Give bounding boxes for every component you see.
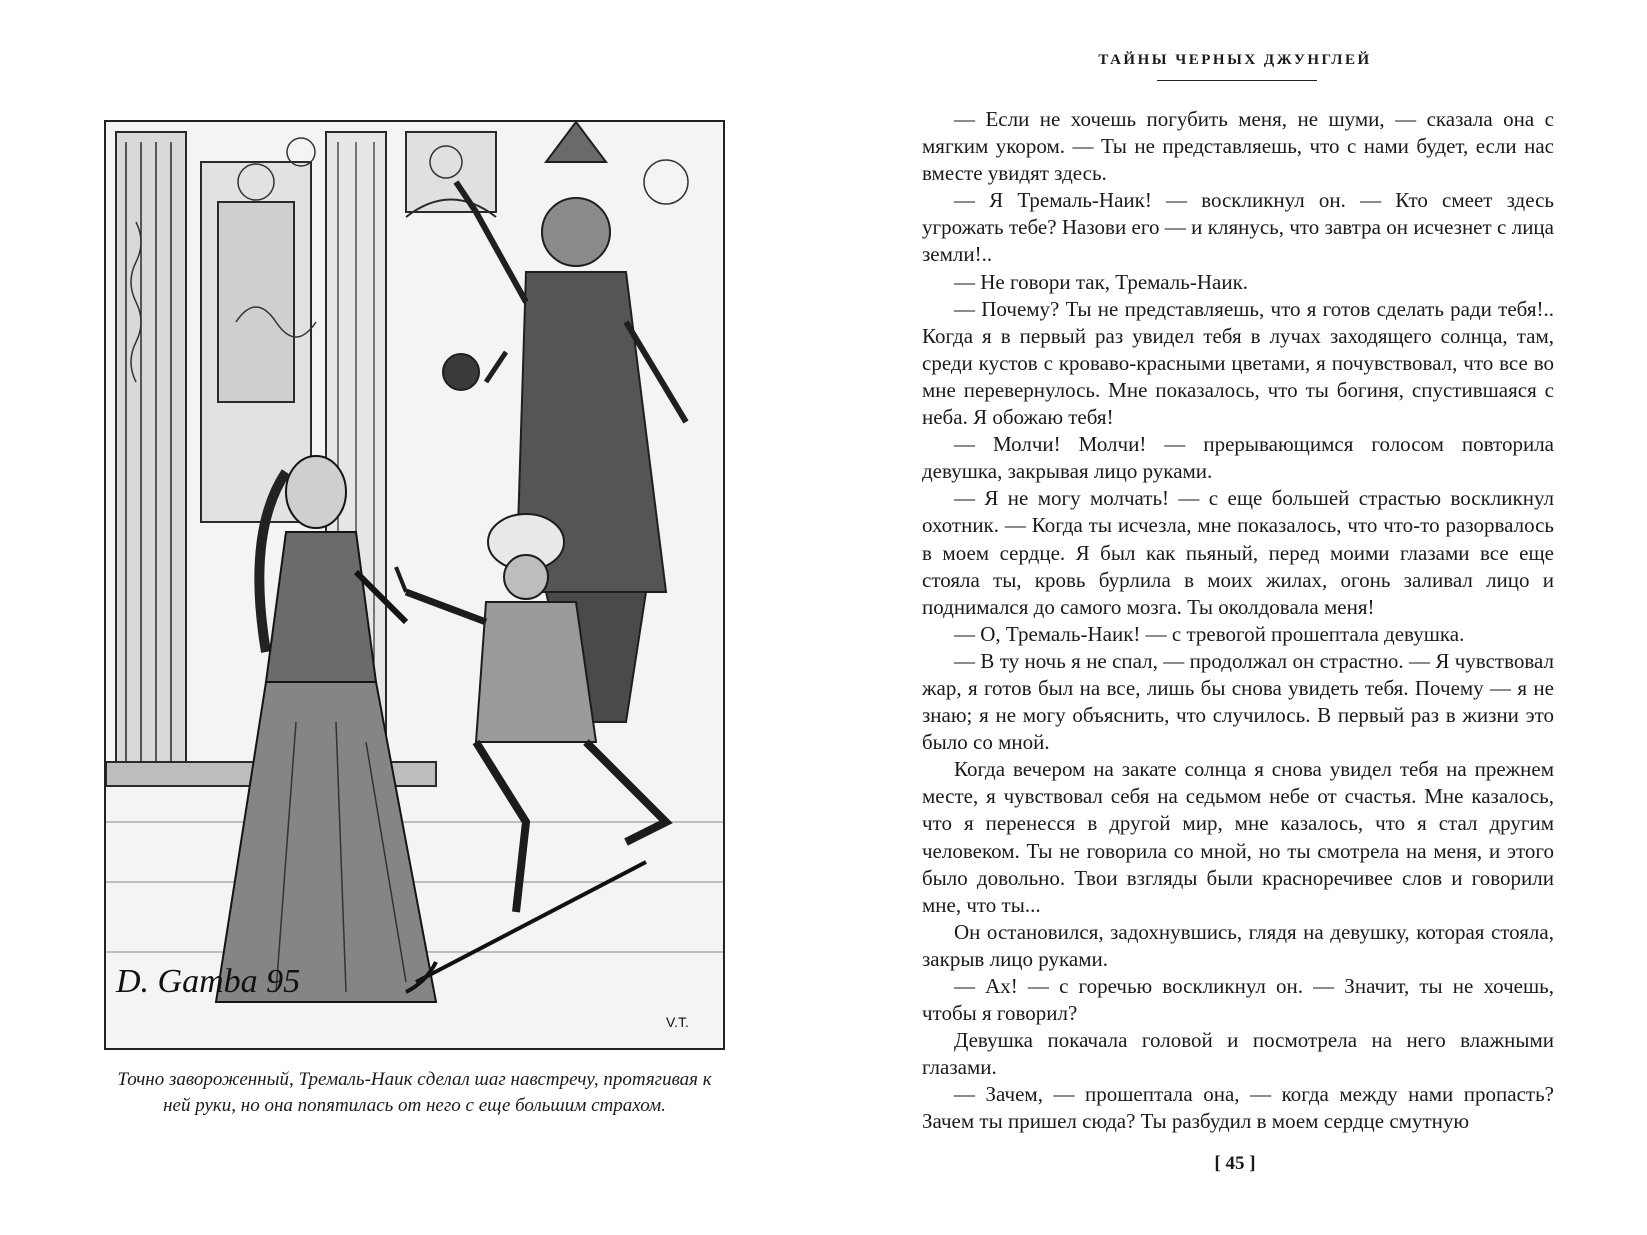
- paragraph: Он остановился, задохнувшись, глядя на девушку, которая стояла, закрыв лицо руками.: [922, 919, 1554, 971]
- paragraph: Девушка покачала головой и посмотрела на него влажными глазами.: [922, 1028, 1554, 1080]
- paragraph: — Молчи! Молчи! — прерывающимся голосом повторила девушка, закрывая лицо руками.: [922, 432, 1554, 484]
- running-head: ТАЙНЫ ЧЕРНЫХ ДЖУНГЛЕЙ: [1098, 52, 1372, 68]
- illustration-caption: Точно завороженный, Тремаль-Наик сделал шаг навстречу, протягивая к ней руки, но она попятилась от него с еще большим страхом.: [117, 1069, 712, 1116]
- engraving-illustration: [104, 120, 725, 1050]
- artist-signature: D. Gamba 95: [116, 963, 301, 1000]
- paragraph: — Почему? Ты не представляешь, что я готов сделать ради тебя!.. Когда я в первый раз увидел тебя в лучах заходящего солнца, там, среди кустов с кроваво-красными цветами, я почувствовал, что все во мне перевернулось. Мне показалось, что ты богиня, спустившаяся с неба. Я обожаю тебя!: [922, 296, 1554, 430]
- paragraph: — О, Тремаль-Наик! — с тревогой прошептала девушка.: [954, 621, 1465, 646]
- header-rule: [1157, 80, 1317, 81]
- right-page: [823, 0, 1647, 1235]
- paragraph: — Я не могу молчать! — с еще большей страстью воскликнул охотник. — Когда ты исчезла, мне показалось, что что-то разорвалось в моем сердце. Я был как пьяный, перед моими глазами все еще стояла ты, кровь бурлила в моих жилах, огонь заливал лицо и поднимался до самого мозга. Ты околдовала меня!: [922, 486, 1554, 619]
- monogram: V.T.: [666, 1014, 689, 1030]
- page-number: [ 45 ]: [1214, 1153, 1256, 1174]
- paragraph: — Если не хочешь погубить меня, не шуми, — сказала она с мягким укором. — Ты не представляешь, что с нами будет, если нас вместе увидят здесь.: [922, 107, 1554, 186]
- body-text: [922, 106, 1554, 1136]
- paragraph: Когда вечером на закате солнца я снова увидел тебя на прежнем месте, я чувствовал себя на седьмом небе от счастья. Мне казалось, что я перенесся в другой мир, мне казалось, что я стал другим человеком. Ты не говорила со мной, но ты смотрела на меня, и этого было довольно. Твои взгляды были красноречивее слов и говорили мне, что ты...: [922, 757, 1554, 917]
- paragraph: — Ах! — с горечью воскликнул он. — Значит, ты не хочешь, чтобы я говорил?: [922, 974, 1554, 1026]
- paragraph: — Я Тремаль-Наик! — воскликнул он. — Кто смеет здесь угрожать тебе? Назови его — и клянусь, что завтра он исчезнет с лица земли!..: [922, 188, 1554, 267]
- paragraph: — В ту ночь я не спал, — продолжал он страстно. — Я чувствовал жар, я готов был на все, лишь бы снова увидеть тебя. Почему — я не знаю; я не могу объяснить, что случилось. В первый раз в жизни это было со мной.: [922, 648, 1554, 755]
- paragraph: — Зачем, — прошептала она, — когда между нами пропасть? Зачем ты пришел сюда? Ты разбудил в моем сердце смутную: [922, 1082, 1554, 1134]
- paragraph: — Не говори так, Тремаль-Наик.: [954, 269, 1249, 294]
- left-page: [0, 0, 823, 1235]
